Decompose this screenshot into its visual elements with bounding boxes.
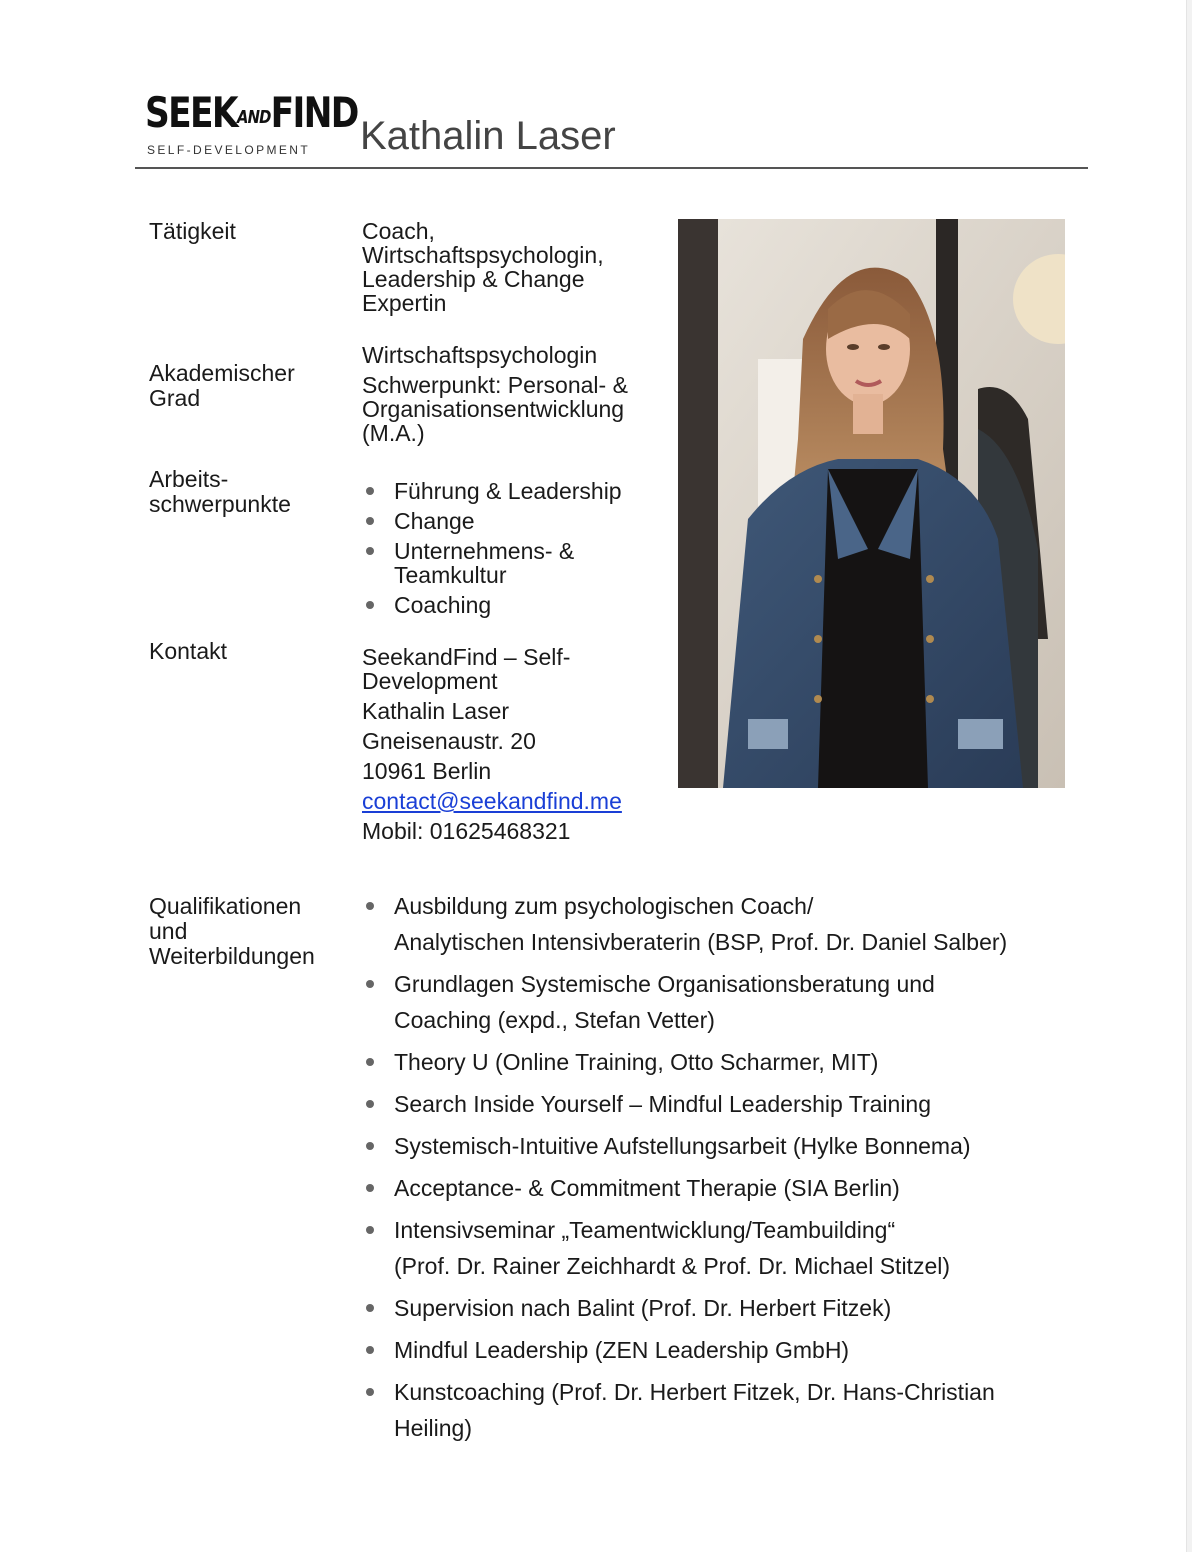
grad-degree: Wirtschaftspsychologin [362, 342, 598, 368]
qualifikationen-list [362, 888, 1007, 1452]
header-divider [135, 167, 1088, 169]
list-item: Mindful Leadership (ZEN Leadership GmbH) [362, 1332, 1007, 1368]
list-item: Acceptance- & Commitment Therapie (SIA Berlin) [362, 1170, 1007, 1206]
schwerpunkte-label-line: schwerpunkte [149, 491, 291, 517]
list-item: Intensivseminar „Teamentwicklung/Teambuilding“ (Prof. Dr. Rainer Zeichhardt & Prof. Dr. Michael Stitzel) [362, 1212, 1007, 1284]
schwerpunkte-list [362, 479, 622, 623]
portrait-image [678, 219, 1065, 788]
qualifikationen-label-line: Weiterbildungen [149, 943, 315, 969]
portrait-photo [678, 219, 1065, 788]
logo-wordmark: SEEKANDFIND [145, 88, 358, 137]
seekandfind-logo [145, 88, 358, 160]
qualifikationen-label-line: Qualifikationen [149, 893, 302, 919]
schwerpunkte-label-line: Arbeits- [149, 466, 229, 492]
kontakt-phone: Mobil: 01625468321 [362, 818, 571, 844]
list-item: Kunstcoaching (Prof. Dr. Herbert Fitzek, Dr. Hans-Christian Heiling) [362, 1374, 1007, 1446]
value-grad [362, 343, 628, 445]
grad-line: Schwerpunkt: Personal- & [362, 372, 628, 398]
value-taetigkeit [362, 219, 604, 315]
kontakt-city: 10961 Berlin [362, 758, 492, 784]
qualifikationen-label-line: und [149, 918, 188, 944]
list-item: Change [362, 509, 622, 533]
taetigkeit-line: Leadership & Change [362, 266, 585, 292]
kontakt-street: Gneisenaustr. 20 [362, 728, 536, 754]
page-title: Kathalin Laser [360, 114, 616, 158]
grad-line: (M.A.) [362, 420, 425, 446]
email-link[interactable]: contact@seekandfind.me [362, 788, 622, 814]
list-item: Theory U (Online Training, Otto Scharmer, MIT) [362, 1044, 1007, 1080]
list-item: Führung & Leadership [362, 479, 622, 503]
page-edge [1186, 0, 1192, 1552]
logo-subtitle: SELF-DEVELOPMENT [147, 143, 311, 157]
grad-line: Organisationsentwicklung [362, 396, 625, 422]
value-kontakt [362, 645, 622, 843]
taetigkeit-line: Coach, [362, 218, 435, 244]
label-taetigkeit: Tätigkeit [149, 218, 236, 244]
list-item: Search Inside Yourself – Mindful Leadership Training [362, 1086, 1007, 1122]
taetigkeit-line: Expertin [362, 290, 447, 316]
list-item: Systemisch-Intuitive Aufstellungsarbeit (Hylke Bonnema) [362, 1128, 1007, 1164]
kontakt-company: Development [362, 668, 498, 694]
label-qualifikationen [149, 894, 315, 969]
taetigkeit-line: Wirtschaftspsychologin, [362, 242, 604, 268]
list-item: Grundlagen Systemische Organisationsberatung und Coaching (expd., Stefan Vetter) [362, 966, 1007, 1038]
label-kontakt: Kontakt [149, 638, 227, 664]
grad-label-line: Grad [149, 385, 201, 411]
list-item: Ausbildung zum psychologischen Coach/ Analytischen Intensivberaterin (BSP, Prof. Dr. Daniel Salber) [362, 888, 1007, 960]
list-item: Coaching [362, 593, 622, 617]
label-grad [149, 361, 295, 411]
label-schwerpunkte [149, 467, 291, 517]
list-item: Unternehmens- & Teamkultur [362, 539, 622, 587]
grad-label-line: Akademischer [149, 360, 295, 386]
list-item: Supervision nach Balint (Prof. Dr. Herbert Fitzek) [362, 1290, 1007, 1326]
kontakt-company: SeekandFind – Self- [362, 644, 571, 670]
kontakt-person: Kathalin Laser [362, 698, 510, 724]
